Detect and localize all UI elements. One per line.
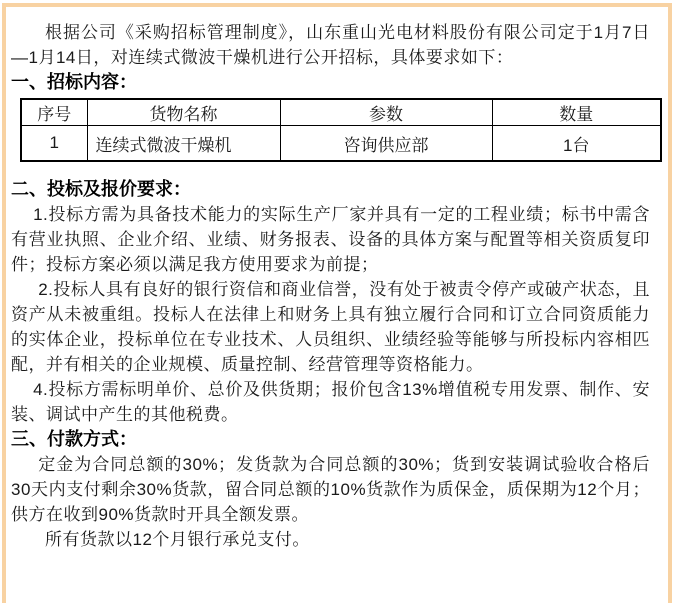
cell-parameter: 咨询供应部 xyxy=(280,126,492,162)
document-page xyxy=(2,3,672,603)
section1-heading: 一、招标内容： xyxy=(11,72,137,92)
table-row xyxy=(21,126,661,162)
cell-seq: 1 xyxy=(21,126,87,162)
payment-paragraph-2: 所有货款以12个月银行承兑支付。 xyxy=(45,530,310,549)
requirement-paragraph-1: 1.投标方需为具备技术能力的实际生产厂家并具有一定的工程业绩；标书中需含有营业执照、企业介绍、业绩、财务报表、设备的具体方案与配置等相关资质复印件；投标方案必须以满足我方使用要求为前提； xyxy=(11,205,650,274)
section2-heading: 二、投标及报价要求： xyxy=(11,179,191,199)
bid-items-table xyxy=(20,98,662,162)
table-header-row xyxy=(21,99,661,126)
intro-paragraph: 根据公司《采购招标管理制度》，山东重山光电材料股份有限公司定于1月7日—1月14日，对连续式微波干燥机进行公开招标，具体要求如下： xyxy=(11,23,650,67)
requirement-paragraph-2: 2.投标人具有良好的银行资信和商业信誉，没有处于被责令停产或破产状态，且资产从未被重组。投标人在法律上和财务上具有独立履行合同和订立合同资质能力的实体企业，投标单位在专业技术、人员组织、业绩经验等能够与所投标内容相匹配，并有相关的企业规模、质量控制、经营管理等资格能力。 xyxy=(11,280,650,374)
section3-heading: 三、付款方式： xyxy=(11,429,137,449)
col-header-goods-name: 货物名称 xyxy=(87,99,280,126)
col-header-parameter: 参数 xyxy=(280,99,492,126)
cell-goods-name: 连续式微波干燥机 xyxy=(87,126,280,162)
col-header-quantity: 数量 xyxy=(492,99,661,126)
col-header-seq: 序号 xyxy=(21,99,87,126)
cell-quantity: 1台 xyxy=(492,126,661,162)
payment-paragraph-1: 定金为合同总额的30%；发货款为合同总额的30%；货到安装调试验收合格后30天内支付剩余30%货款，留合同总额的10%货款作为质保金，质保期为12个月；供方在收到90%货款时开具全额发票。 xyxy=(11,455,650,524)
requirement-paragraph-4: 4.投标方需标明单价、总价及供货期；报价包含13%增值税专用发票、制作、安装、调试中产生的其他税费。 xyxy=(11,380,650,424)
